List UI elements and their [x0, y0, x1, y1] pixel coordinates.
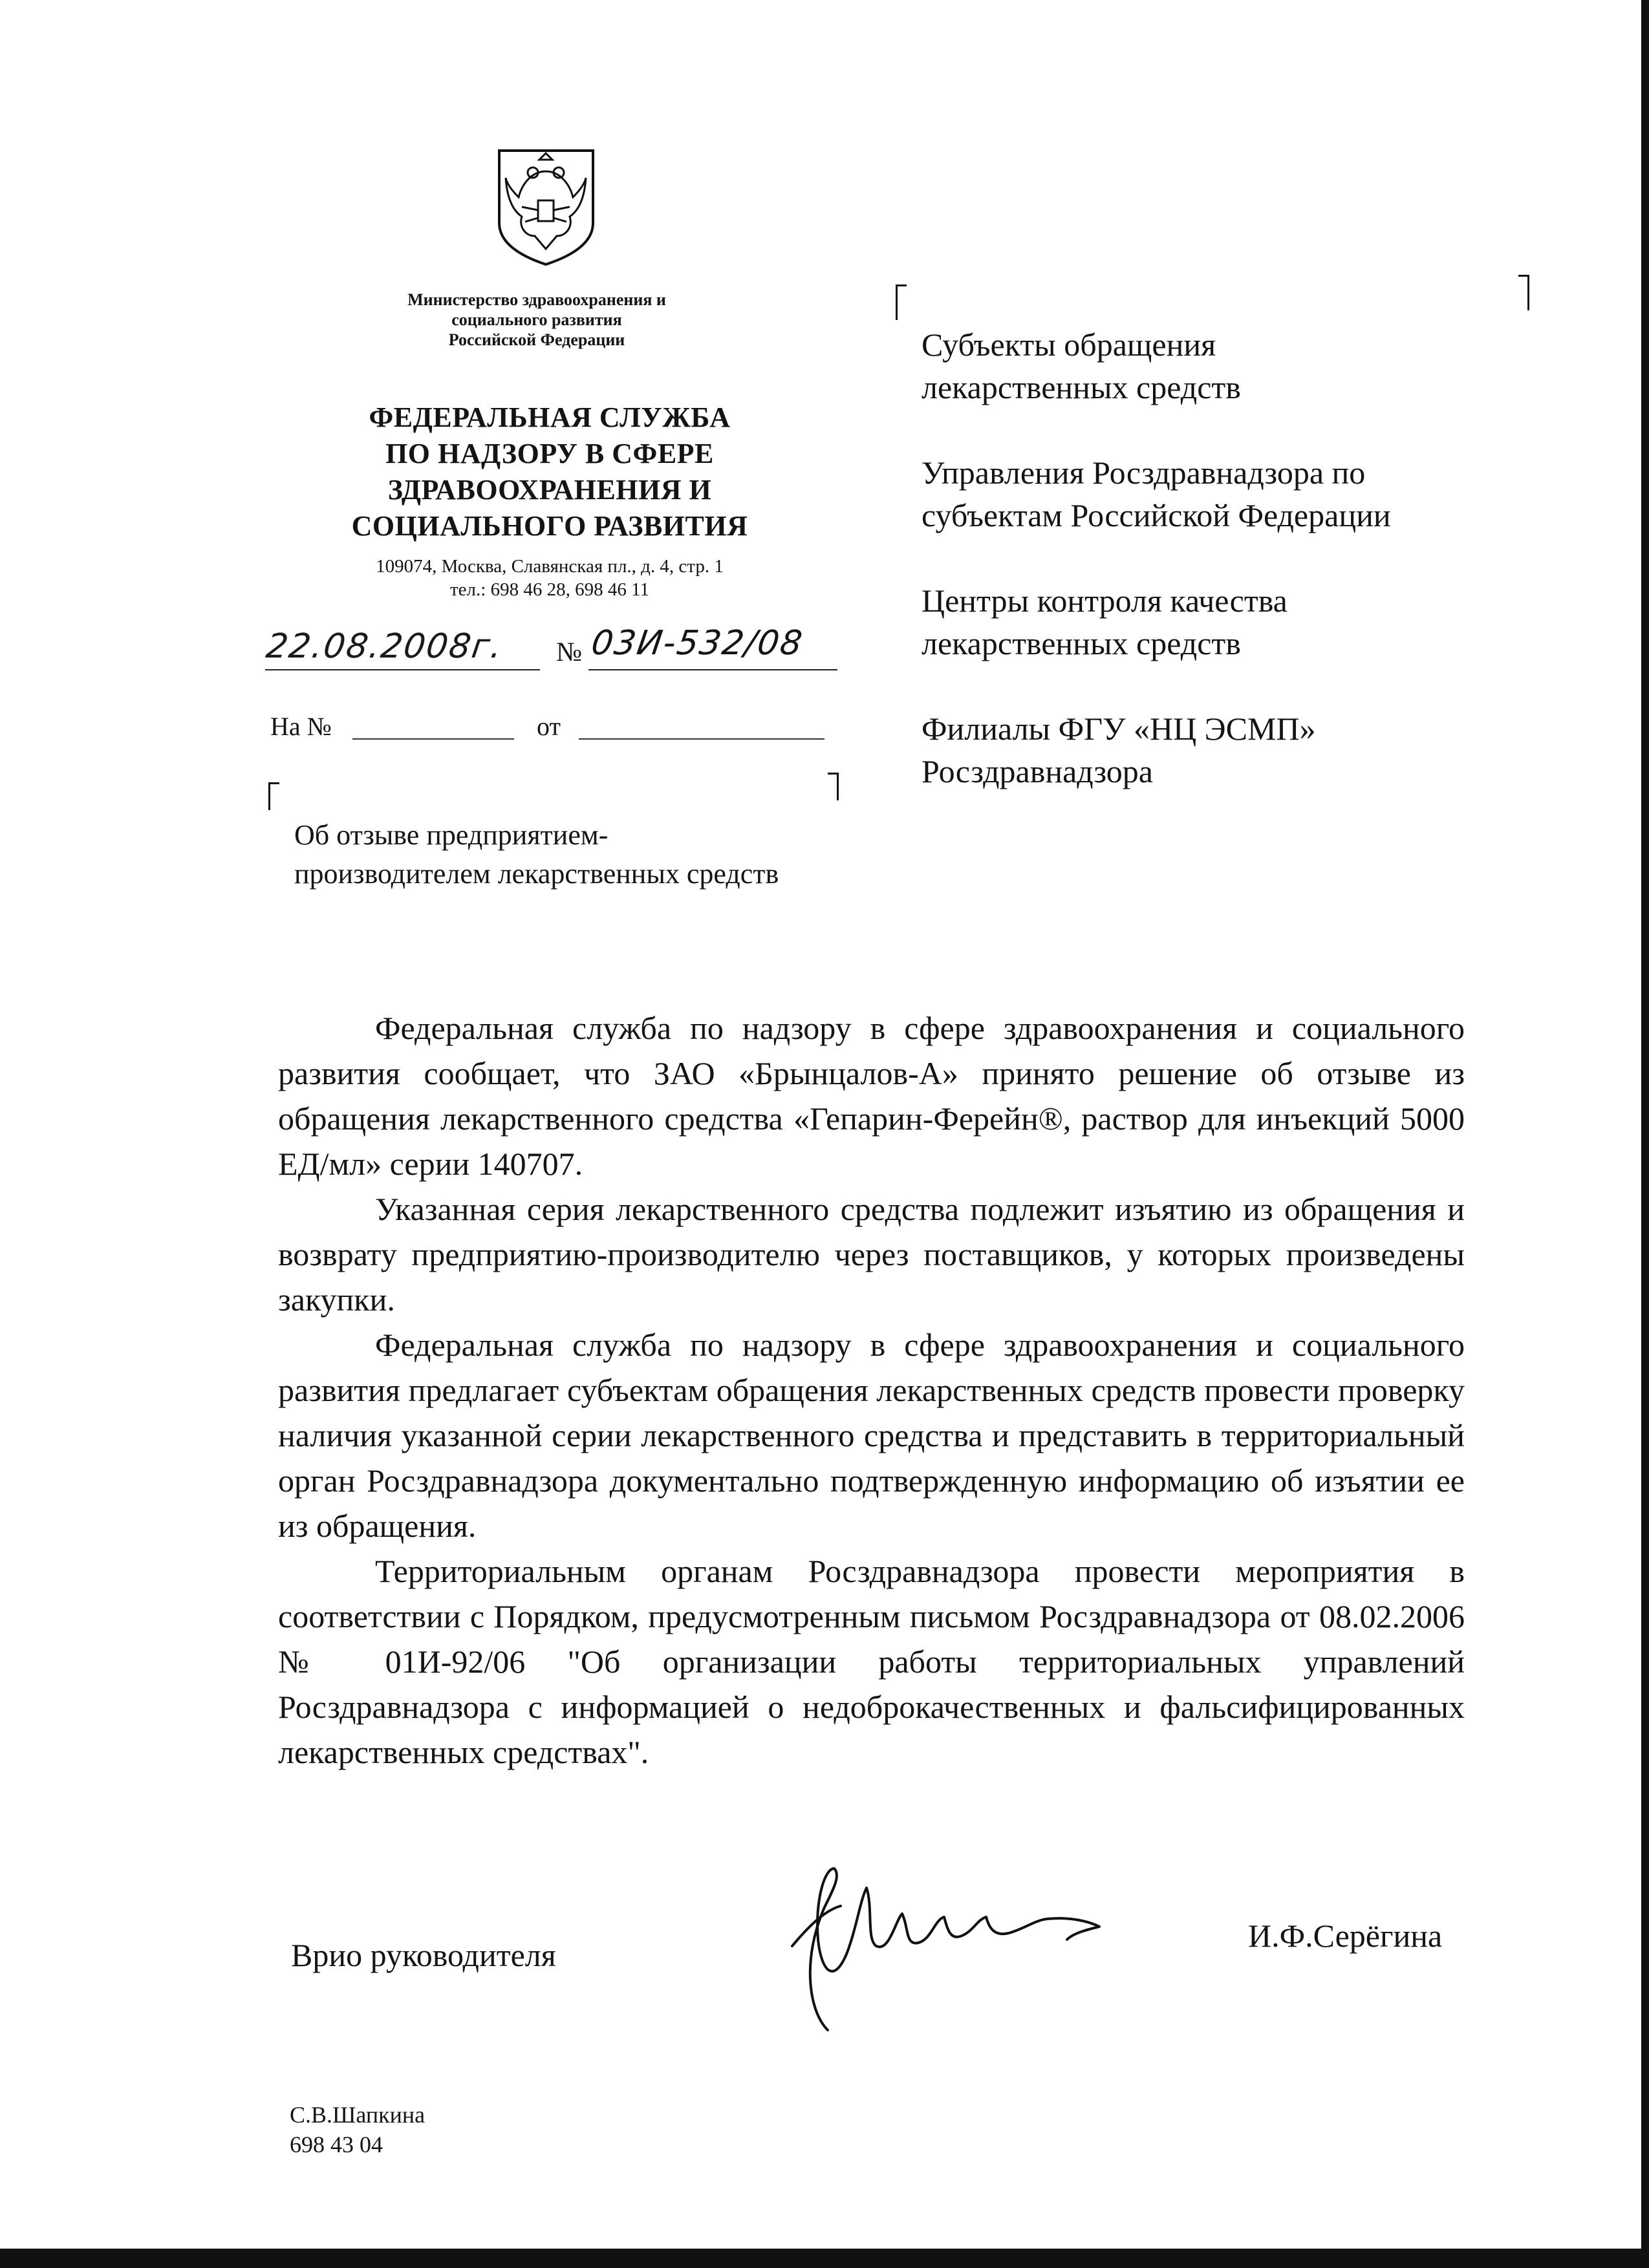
reference-date-blank [579, 738, 824, 740]
addressee-line: Субъекты обращения [921, 326, 1216, 363]
ministry-line: социального развития [451, 310, 622, 329]
subject-bracket-left [268, 782, 279, 810]
sender-address [278, 555, 821, 601]
reference-from-label: от [537, 712, 561, 741]
signatory-name: И.Ф.Серёгина [1248, 1918, 1443, 1954]
addressee-line: лекарственных средств [921, 369, 1241, 405]
addressee-item [921, 579, 1600, 665]
ministry-name [310, 290, 763, 350]
number-underline [588, 669, 837, 670]
addressee-line: Филиалы ФГУ «НЦ ЭСМП» [921, 711, 1316, 747]
reference-number-blank [352, 738, 514, 740]
subject-bracket-right [828, 773, 839, 800]
body-paragraph: Федеральная служба по надзору в сфере здравоохранения и социального развития предлагает субъектам обращения лекарственных средств провести проверку наличия указанной серии лекарственного средства и представить в территориальный орган Росздравнадзора документально подтвержденную информацию об изъятии ее из обращения. [278, 1327, 1465, 1544]
service-line: ПО НАДЗОРУ В СФЕРЕ [385, 438, 714, 469]
service-name [278, 400, 821, 544]
addressee-bracket-left [896, 284, 907, 320]
number-label: № [556, 637, 583, 667]
registration-date: 22.08.2008г. [263, 627, 506, 666]
ministry-line: Российской Федерации [448, 330, 625, 349]
registration-number: 03И-532/08 [588, 624, 806, 663]
body-paragraph: Территориальным органам Росздравнадзора провести мероприятия в соответствии с Порядком, предусмотренным письмом Росздравнадзора от 08.02.2006 № 01И-92/06 "Об организации работы территориальных управлений Росздравнадзора с информацией о недоброкачественных и фальсифицированных лекарственных средствах". [278, 1553, 1465, 1770]
signatory-title: Врио руководителя [291, 1937, 556, 1973]
address-line: 109074, Москва, Славянская пл., д. 4, стр. 1 [376, 556, 724, 577]
date-underline [265, 669, 540, 670]
addressee-item [921, 707, 1600, 793]
executor-name: С.В.Шапкина [290, 2102, 426, 2128]
addressee-line: Управления Росздравнадзора по [921, 455, 1366, 491]
addressee-line: Росздравнадзора [921, 753, 1153, 789]
addressee-item [921, 323, 1600, 409]
addressee-line: лекарственных средств [921, 625, 1241, 661]
body-paragraph: Указанная серия лекарственного средства подлежит изъятию из обращения и возврату предприятию-производителю через поставщиков, у которых произведены закупки. [278, 1191, 1465, 1318]
addressee-line: субъектам Российской Федерации [921, 497, 1391, 533]
phone-line: тел.: 698 46 28, 698 46 11 [450, 579, 649, 600]
letter-body [278, 1005, 1465, 1775]
letter-subject [294, 816, 779, 893]
service-line: ФЕДЕРАЛЬНАЯ СЛУЖБА [369, 401, 731, 433]
subject-line: Об отзыве предприятием- [294, 819, 609, 851]
coat-of-arms-icon [493, 145, 599, 268]
service-line: ЗДРАВООХРАНЕНИЯ И [387, 474, 712, 506]
addressee-list [921, 323, 1600, 835]
addressee-item [921, 451, 1600, 537]
executor-info [290, 2100, 425, 2159]
executor-phone: 698 43 04 [290, 2132, 383, 2157]
handwritten-signature [763, 1849, 1125, 2043]
reference-label: На № [270, 712, 332, 741]
scan-edge-bottom [0, 2249, 1649, 2268]
addressee-bracket-right [1518, 275, 1529, 310]
service-line: СОЦИАЛЬНОГО РАЗВИТИЯ [351, 510, 748, 542]
scan-edge-right [1641, 0, 1649, 2250]
subject-line: производителем лекарственных средств [294, 858, 779, 890]
addressee-line: Центры контроля качества [921, 583, 1288, 619]
ministry-line: Министерство здравоохранения и [407, 290, 666, 309]
body-paragraph: Федеральная служба по надзору в сфере здравоохранения и социального развития сообщает, что ЗАО «Брынцалов-А» принято решение об отзыве из обращения лекарственного средства «Гепарин-Ферейн®, раствор для инъекций 5000 ЕД/мл» серии 140707. [278, 1010, 1465, 1182]
